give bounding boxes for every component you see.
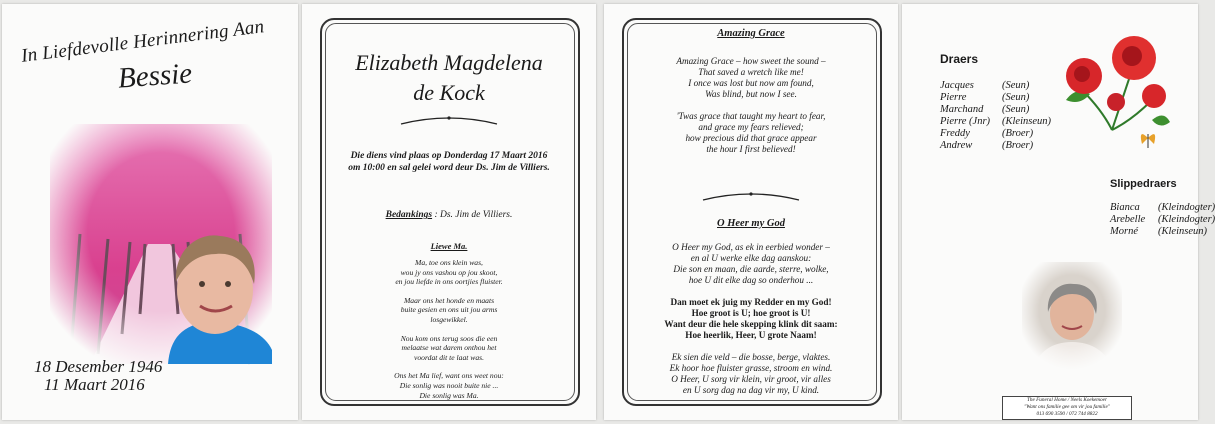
lyric-line: Ek hoor hoe fluister grasse, stroom en wind. [669, 363, 833, 373]
cover-photo-blossom-avenue [50, 124, 272, 364]
cover-title: In Liefdevolle Herinnering Aan [20, 16, 266, 67]
poem-line: Die sonlig was Ma. [419, 390, 479, 400]
lyric-line: Amazing Grace – how sweet the sound – [676, 56, 826, 66]
lyric-line: en U sorg dag na dag vir my, U kind. [682, 385, 820, 395]
flourish-divider [399, 114, 499, 128]
lyric-line: O Heer my God, as ek in eerbied wonder – [672, 242, 830, 252]
service-line2: om 10:00 en sal gelei word deur Ds. Jim de Villiers. [348, 163, 550, 173]
footer-line2: "Want ons familie gee om vir jou familie" [1024, 403, 1110, 410]
service-panel [302, 4, 596, 420]
lyric-line: how precious did that grace appear [685, 133, 817, 143]
hymn-chorus [604, 297, 898, 341]
poem-title: Liewe Ma. [430, 241, 468, 251]
butterfly-icon [1141, 134, 1155, 148]
service-details [302, 150, 596, 174]
poem-line: Ma, toe ons klein was, [415, 258, 483, 267]
acknowledgements [302, 210, 596, 220]
lyric-line: Was blind, but now I see. [705, 89, 797, 99]
lyric-line: I once was lost but now am found, [688, 78, 814, 88]
full-name-line1: Elizabeth Magdelena [355, 50, 543, 75]
list-item: Morné (Kleinseun) [1110, 226, 1207, 237]
poem-line: Nou kom ons terug soos die een [400, 333, 498, 343]
birth-date: 18 Desember 1946 [34, 357, 163, 376]
list-item: Pierre (Jnr) (Kleinseun) [940, 116, 1051, 127]
funeral-home-footer [1002, 396, 1132, 420]
hymns-panel [604, 4, 898, 420]
list-item: Pierre (Seun) [940, 92, 1030, 103]
hymn-stanza [604, 242, 898, 286]
list-item: Arebelle (Kleindogter) [1110, 214, 1215, 225]
death-date: 11 Maart 2016 [44, 375, 145, 394]
footer-line1: The Funeral Home / Neels Koekemoer [1027, 397, 1107, 403]
poem-stanza [302, 371, 596, 400]
rose-flower [1142, 84, 1166, 108]
lyric-line: 'Twas grace that taught my heart to fear, [676, 111, 826, 121]
rose-bud [1107, 93, 1125, 111]
list-item: Andrew (Broer) [940, 140, 1034, 151]
poem-line: voordat dit te laat was. [414, 352, 484, 362]
poem-line: Die sonlig was nooit buite nie ... [399, 380, 499, 390]
hymn-stanza [604, 56, 898, 100]
lyric-line: Ek sien die veld – die bosse, berge, vlaktes. [671, 352, 831, 362]
poem-line: en jou liefde in ons oortjies fluister. [395, 277, 503, 287]
thanks-label: Bedankings [385, 210, 433, 220]
hymn2-title: O Heer my God [717, 218, 785, 229]
full-name [302, 48, 596, 108]
flourish-divider [701, 190, 801, 204]
pallbearers-title: Draers [940, 52, 979, 66]
list-item: Bianca (Kleindogter) [1110, 202, 1215, 213]
pallbearers-list [940, 80, 1051, 152]
lyric-line: That saved a wretch like me! [698, 67, 804, 77]
lyric-line: hoe U dit elke dag so onderhou ... [688, 275, 814, 285]
poem-line: buite gesien en ons uit jou arms [400, 305, 498, 315]
poem-line: Maar ons het honde en maats [403, 295, 495, 305]
roses-illustration [1052, 30, 1174, 156]
lyric-line: and grace my fears relieved; [698, 122, 804, 132]
hymn1-lyrics [604, 56, 898, 166]
poem-line: wou jy ons vashou op jou skoot, [400, 267, 498, 277]
back-portrait-photo [1022, 262, 1122, 370]
pallbearers-panel [902, 4, 1215, 420]
lyric-line: en al U werke elke dag aanskou: [690, 253, 812, 263]
pall-cord-bearers-title: Slippedraers [1110, 178, 1177, 190]
cover-name: Bessie [116, 57, 194, 95]
thanks-text: : Ds. Jim de Villiers. [432, 210, 513, 220]
lyric-line: Dan moet ek juig my Redder en my God! [670, 297, 832, 307]
list-item: Freddy (Broer) [940, 128, 1034, 139]
poem-stanza [302, 334, 596, 363]
hymn-stanza [604, 352, 898, 396]
front-cover-panel [2, 4, 298, 420]
poem [302, 258, 596, 409]
poem-line: losgewikkel. [430, 314, 468, 324]
lyric-line: the hour I first believed! [706, 144, 796, 154]
poem-line: melaatse wat darem onthou het [401, 343, 497, 353]
poem-stanza [302, 296, 596, 325]
cover-dates [34, 358, 162, 394]
lyric-line: O Heer, U sorg vir klein, vir groot, vir alles [671, 374, 831, 384]
service-line1: Die diens vind plaas op Donderdag 17 Maart 2016 [350, 151, 548, 161]
footer-line3: 013 690 3590 / 072 744 8822 [1036, 410, 1098, 417]
hymn1-title: Amazing Grace [717, 28, 785, 39]
hymn-stanza [604, 111, 898, 155]
lyric-line: Hoe groot is U; hoe groot is U! [691, 308, 811, 318]
poem-line: Ons het Ma lief, want ons weet nou: [394, 371, 504, 381]
poem-stanza [302, 258, 596, 287]
full-name-line2: de Kock [413, 80, 485, 105]
list-item: Jacques (Seun) [940, 80, 1030, 91]
hymn2-lyrics [604, 242, 898, 407]
pall-cord-bearers-list [1110, 202, 1215, 238]
lyric-line: Die son en maan, die aarde, sterre, wolke, [673, 264, 829, 274]
lyric-line: Want deur die hele skepping klink dit saam: [664, 319, 838, 329]
lyric-line: Hoe heerlik, Heer, U grote Naam! [685, 330, 817, 340]
list-item: Marchand (Seun) [940, 104, 1030, 115]
